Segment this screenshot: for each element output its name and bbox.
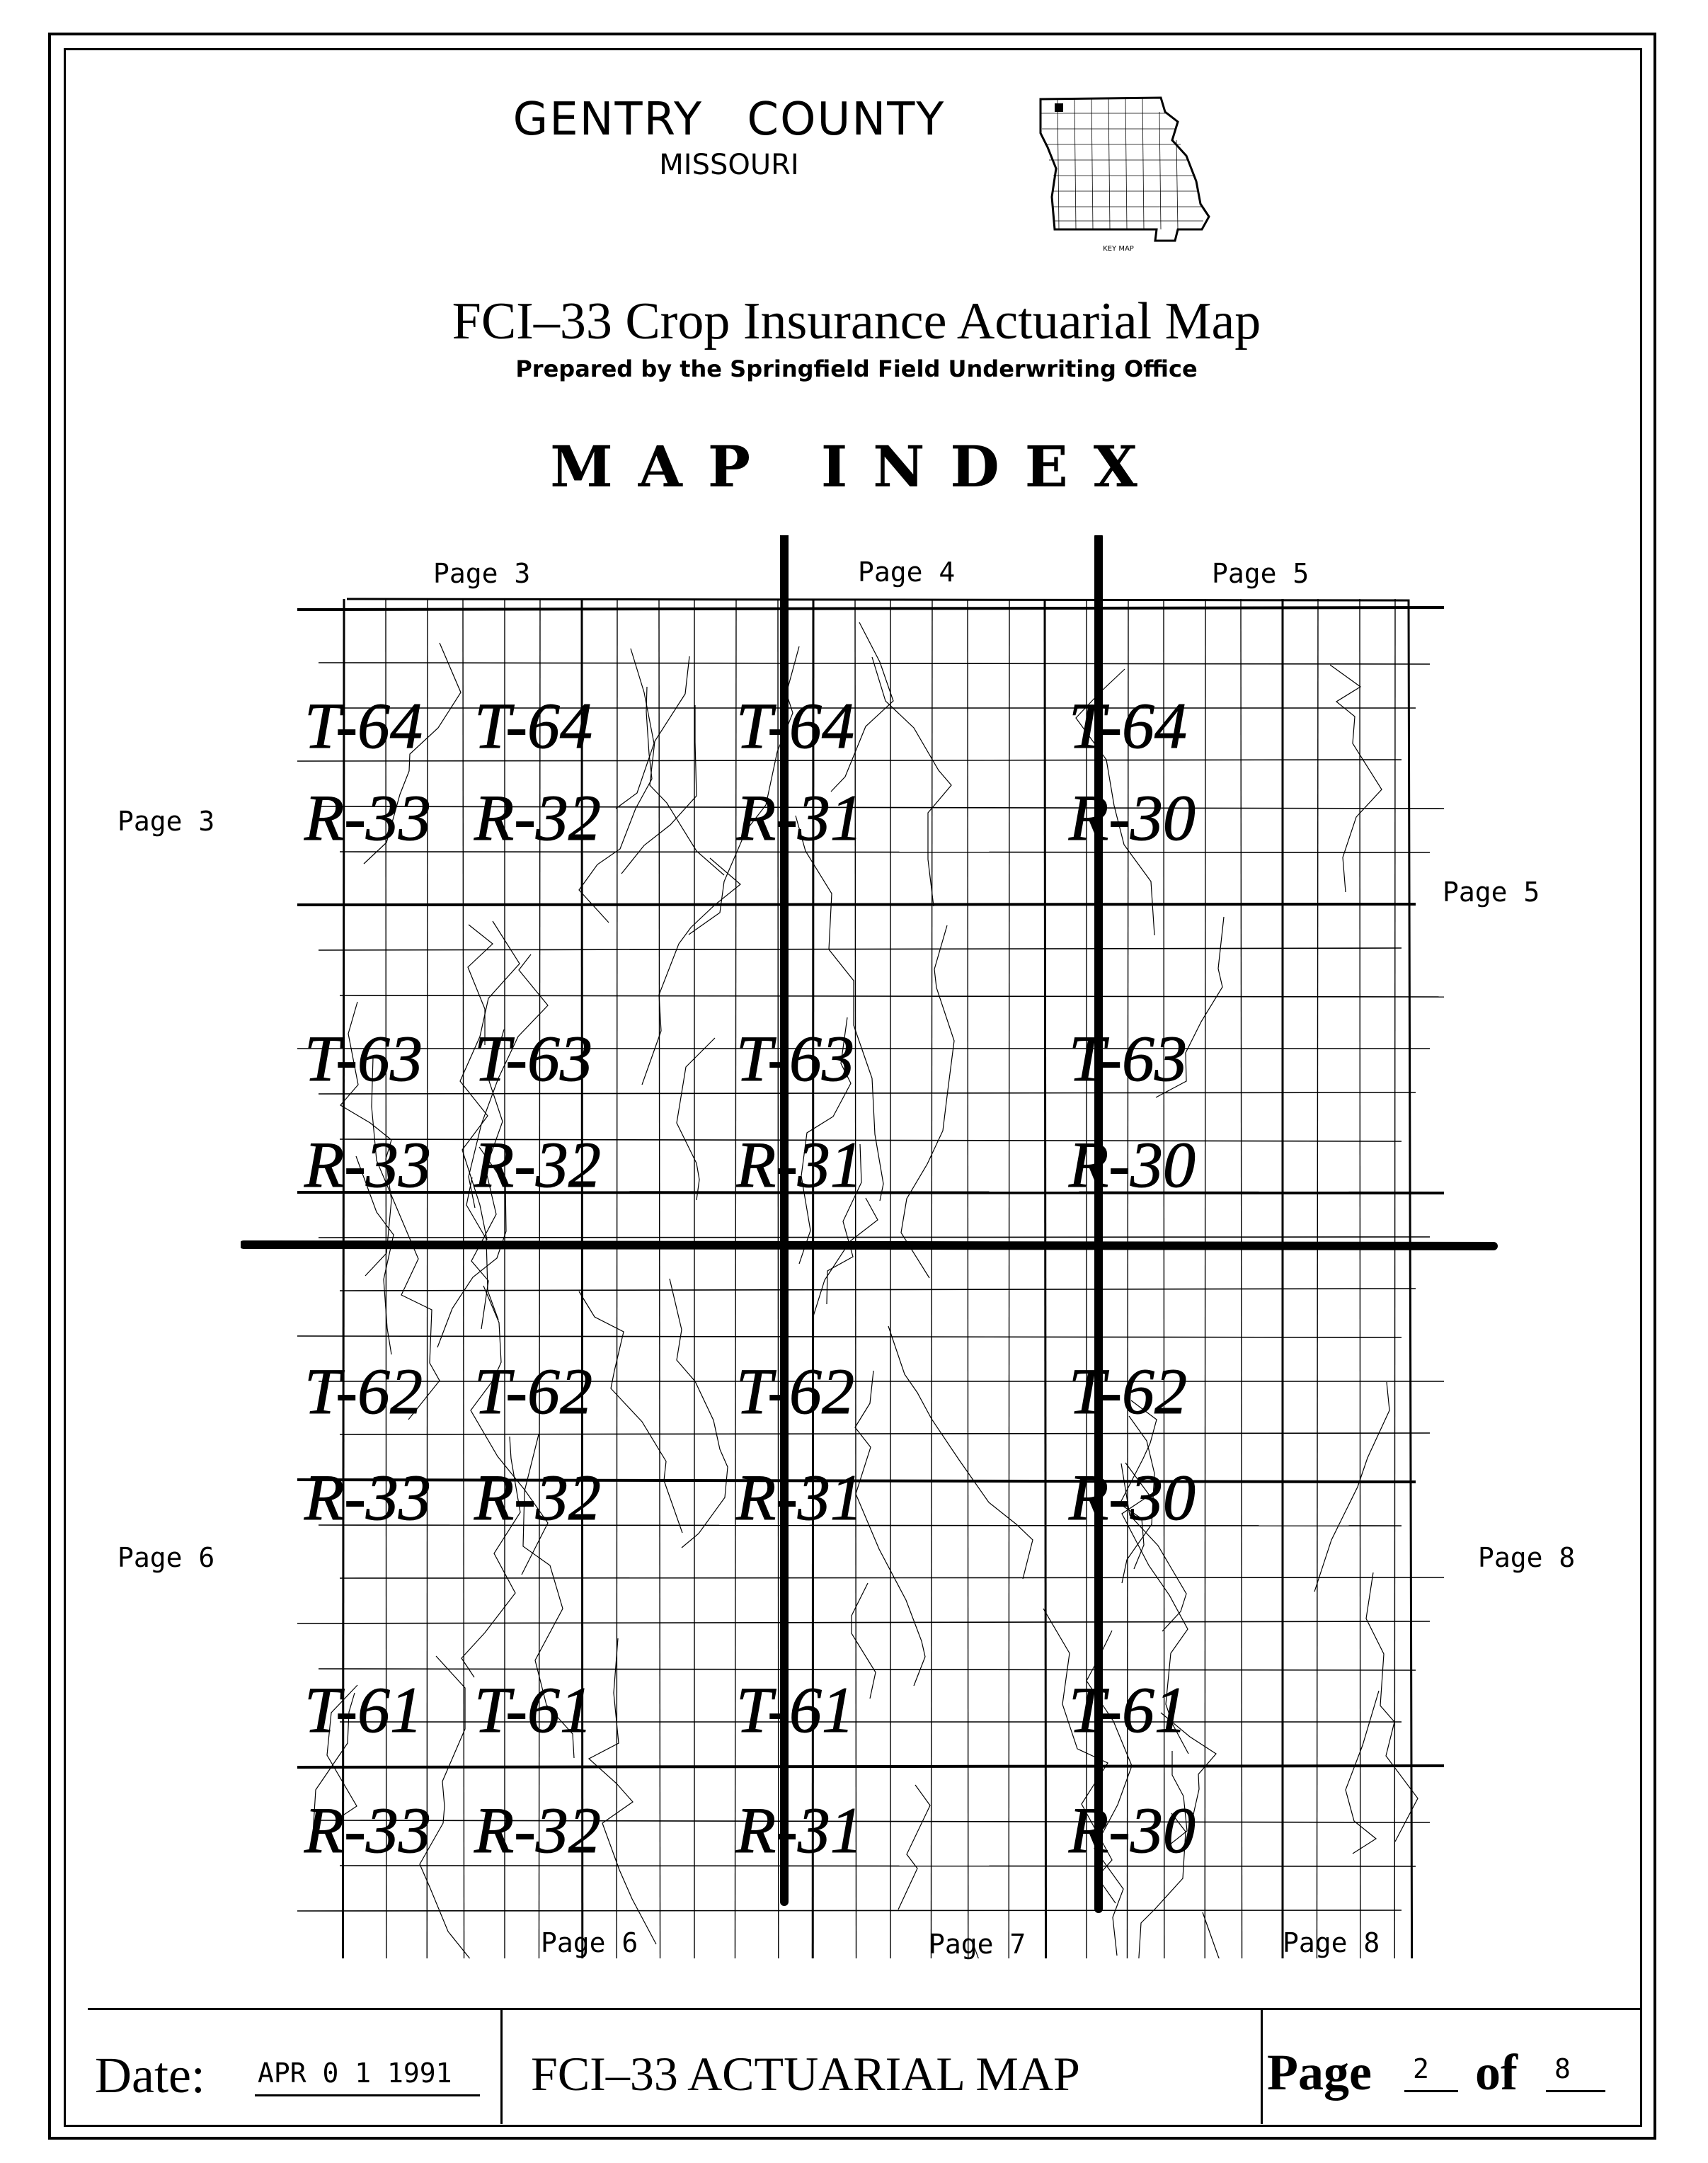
- township-range-label: T-64: [304, 690, 423, 762]
- county-map: [241, 535, 1543, 1958]
- state-name: MISSOURI: [659, 149, 799, 181]
- township-range-label: T-63: [736, 1022, 854, 1095]
- footer-map-name-cell: [503, 2008, 1263, 2124]
- map-subtitle: Prepared by the Springfield Field Underwriting Office: [515, 355, 1198, 382]
- map-title: FCI–33 Crop Insurance Actuarial Map: [452, 292, 1261, 350]
- page-label-top-mid: Page 4: [858, 557, 956, 588]
- township-range-label: T-64: [474, 690, 592, 762]
- footer-page-cell: [1263, 2008, 1642, 2124]
- township-range-label: R-30: [1069, 782, 1196, 854]
- township-range-label: R-31: [736, 1461, 863, 1534]
- township-range-label: R-32: [474, 1794, 601, 1866]
- key-map-label: KEY MAP: [1103, 245, 1134, 253]
- township-range-label: R-33: [304, 1794, 431, 1866]
- date-stamp: APR 0 1 1991: [258, 2058, 452, 2089]
- page-total: 8: [1554, 2053, 1571, 2084]
- township-range-label: T-63: [1069, 1022, 1187, 1095]
- township-range-label: R-33: [304, 1461, 431, 1534]
- road-network: [297, 599, 1444, 1958]
- township-range-label: T-63: [304, 1022, 423, 1095]
- of-word: of: [1475, 2044, 1518, 2101]
- township-range-label: R-30: [1069, 1794, 1196, 1866]
- date-label: Date:: [95, 2047, 205, 2104]
- township-range-label: T-64: [1069, 690, 1187, 762]
- page-word: Page: [1267, 2044, 1372, 2101]
- township-range-label: T-61: [736, 1674, 854, 1746]
- page-label-right-upper: Page 5: [1443, 877, 1540, 908]
- page-label-top-left: Page 3: [433, 558, 531, 589]
- township-range-label: T-63: [474, 1022, 592, 1095]
- township-range-label: R-31: [736, 1794, 863, 1866]
- page-label-bottom-mid: Page 7: [929, 1929, 1026, 1960]
- page-label-bottom-right: Page 8: [1283, 1927, 1380, 1958]
- township-range-label: T-64: [736, 690, 854, 762]
- map-name: FCI–33 ACTUARIAL MAP: [531, 2047, 1080, 2101]
- page-label-left-upper: Page 3: [118, 806, 215, 837]
- page-label-bottom-left: Page 6: [541, 1927, 638, 1958]
- page-label-right-lower: Page 8: [1478, 1542, 1576, 1573]
- township-range-label: T-62: [736, 1355, 854, 1427]
- township-range-label: T-61: [304, 1674, 423, 1746]
- page-number: 2: [1413, 2053, 1429, 2084]
- township-range-label: R-31: [736, 1129, 863, 1201]
- missouri-key-map: [1026, 91, 1210, 269]
- township-range-label: R-30: [1069, 1129, 1196, 1201]
- township-range-label: R-31: [736, 782, 863, 854]
- township-range-label: R-32: [474, 1461, 601, 1534]
- township-range-label: T-61: [1069, 1674, 1187, 1746]
- page-label-top-right: Page 5: [1212, 558, 1309, 589]
- township-range-label: R-33: [304, 782, 431, 854]
- footer-date-cell: [88, 2008, 503, 2124]
- township-range-label: R-32: [474, 1129, 601, 1201]
- township-range-label: T-62: [304, 1355, 423, 1427]
- index-lines: [243, 535, 1494, 1909]
- township-range-label: R-30: [1069, 1461, 1196, 1534]
- township-range-label: T-61: [474, 1674, 592, 1746]
- county-name: GENTRY COUNTY: [512, 93, 946, 146]
- township-range-label: R-32: [474, 782, 601, 854]
- footer-bar: [88, 2008, 1642, 2124]
- township-range-label: T-62: [474, 1355, 592, 1427]
- map-index-heading: MAP INDEX: [550, 433, 1163, 500]
- township-range-label: T-62: [1069, 1355, 1187, 1427]
- page-label-left-lower: Page 6: [118, 1542, 215, 1573]
- township-range-label: R-33: [304, 1129, 431, 1201]
- gentry-marker: [1055, 103, 1063, 112]
